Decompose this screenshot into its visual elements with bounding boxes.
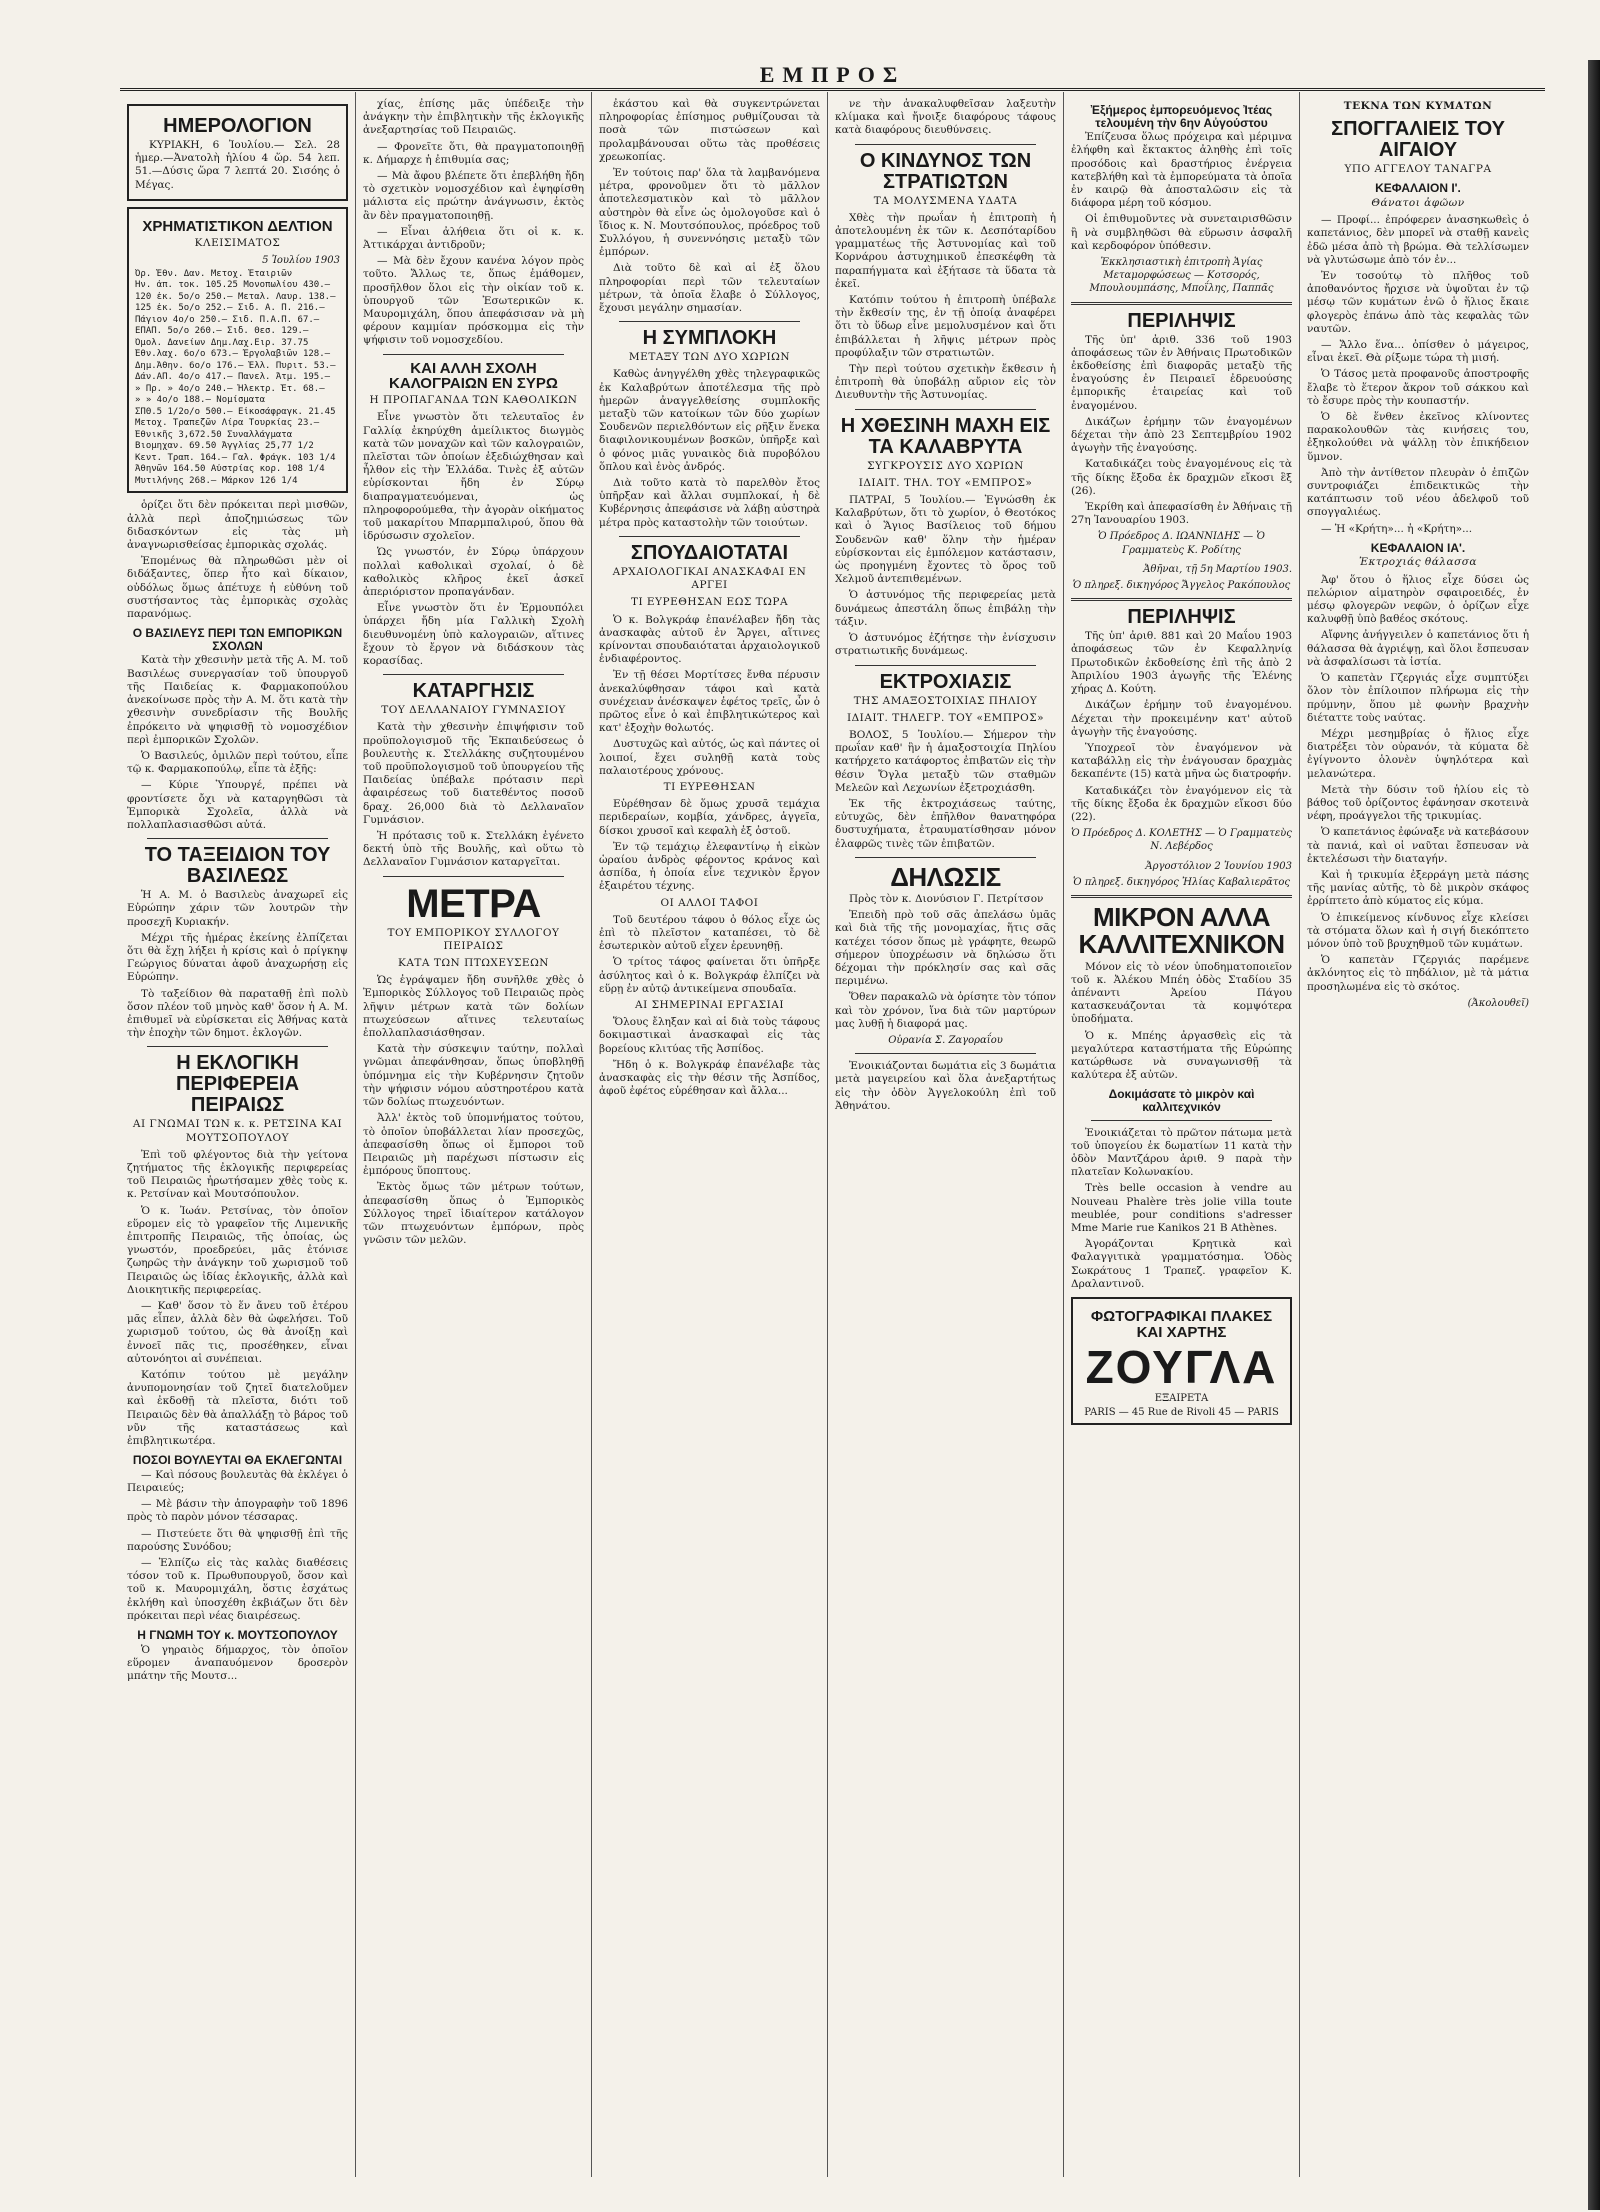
stock-bulletin-date: 5 Ἰουλίου 1903 (262, 254, 340, 266)
divider (1071, 598, 1292, 601)
article-subheadline: ΚΑΤΑ ΤΩΝ ΠΤΩΧΕΥΣΕΩΝ (397, 957, 549, 970)
stock-row: Ὀρ. Ἐθν. Δαν. Μετοχ. Ἑταιριῶν (135, 268, 293, 279)
ad-headline: ΜΙΚΡΟΝ ΑΛΛΑ ΚΑΛΛΙΤΕΧΝΙΚΟΝ (1078, 901, 1285, 960)
article-paragraph: Κατὰ τὴν χθεσινὴν μετὰ τῆς Α. Μ. τοῦ Βασιλέως συνεργασίαν τοῦ ὑπουργοῦ τῆς Παιδείας κ. Φαρμακοπούλου ἀνεκοίνωσε πρὸς τὴν Α. Μ. ὅτι κατὰ τὴν χθεσινὴν συνεδρίασιν τῆς Βουλῆς ἐπρόκειτο νὰ ψηφισθῇ τὸ νομοσχέδιον περὶ ἐμπορικῶν Σχολῶν. (127, 654, 348, 746)
article-paragraph: Ἐν τῇ θέσει Μορτίτσες ἔνθα πέρυσιν ἀνεκαλύφθησαν τάφοι καὶ κατὰ συνέχειαν ἀνέσκαψεν ἐφέτος τρεῖς, ὧν ὁ πρῶτος εἶνε ὁ καὶ ἐπιβλητικώτερος καὶ κατ' ἐξοχὴν θολωτός. (599, 669, 820, 735)
article-headline: Η ΧΘΕΣΙΝΗ ΜΑΧΗ ΕΙΣ ΤΑ ΚΑΛΑΒΡΥΤΑ (840, 414, 1051, 458)
article-paragraph: Ἐπομένως θὰ πληρωθῶσι μὲν οἱ διδάξαντες, ὅπερ ἦτο καὶ δίκαιον, οὐδόλως ὅμως ἀπέτυχε ἡ εὐθύνη τοῦ συστήσαντος τὰς ἐμπορικὰς σχολὰς παρανόμως. (127, 555, 348, 621)
article-paragraph: — Προφί... ἐπρόφερεν ἀνασηκωθεὶς ὁ καπετάνιος, δὲν μπορεῖ νὰ σταθῇ κανεὶς ἐδῶ μέσα ἀπὸ τὴ βρώμα. Θὰ τελλίσωμεν νὰ γλυτώσωμε ἀπὸ τόν ἐν... (1307, 214, 1529, 266)
article-subheadline: ΤΙ ΕΥΡΕΘΗΣΑΝ ΕΩΣ ΤΩΡΑ (630, 596, 789, 609)
article-paragraph: Ὑποχρεοῖ τὸν ἐναγόμενον νὰ καταβάλλῃ εἰς τὴν ἐνάγουσαν δραχμὰς δεκαπέντε (15) κατὰ μῆνα ὡς διατροφήν. (1071, 741, 1292, 781)
article-paragraph: Ἐν τούτοις παρ' ὅλα τὰ λαμβανόμενα μέτρα, φρονοῦμεν ὅτι τὸ μᾶλλον ἀποτελεσματικὸν καὶ τὸ μᾶλλον αὐστηρὸν θὰ εἶνε ὡς ὁμολογοῦσε καὶ ὁ ἴδιος κ. Ν. Μουτσόπουλος, πρόεδρος τοῦ Συλλόγου, ἡ συνεννόησις μεταξὺ τῶν ἐμπόρων. (599, 167, 820, 259)
ad-address: PARIS — 45 Rue de Rivoli 45 — PARIS (1084, 1406, 1279, 1418)
classified-ad: Très belle occasion à vendre au Nouveau Phalère très jolie villa toute meublée, pour conditions s'adresser Mme Marie rue Kanikos 21 B Athènes. (1071, 1182, 1292, 1234)
article-subheadline: ΤΑ ΜΟΛΥΣΜΕΝΑ ΥΔΑΤΑ (873, 194, 1018, 207)
article-paragraph: Δικάζων ἐρήμην τῶν ἐναγομένων δέχεται τὴν ἀπὸ 23 Σεπτεμβρίου 1902 ἀγωγὴν τῆς ἐναγούσης. (1071, 415, 1292, 455)
article-paragraph: — Εἶναι ἀλήθεια ὅτι οἱ κ. κ. Ἀττικάρχαι ἀντιδροῦν; (363, 225, 584, 252)
chapter-subtitle: Θάνατοι ἀφῶων (1371, 197, 1465, 209)
signature: Ὁ Πρόεδρος Δ. ΚΟΛΕΤΗΣ — Ὁ Γραμματεὺς Ν. Λεβέρδος (1071, 828, 1292, 853)
ad-brand: ΖΟΥΓΛΑ (1085, 1341, 1278, 1394)
classified-ad: Ἐνοικιάζεται τὸ πρῶτον πάτωμα μετὰ τοῦ ὑπογείου ἐκ δωματίων 11 κατὰ τὴν ὁδὸν Μαντζάρου ἀριθ. 9 παρὰ τὴν πλατεῖαν Κολωνακίου. (1071, 1126, 1292, 1179)
article-paragraph: Ὁ Τάσος μετὰ προφανοῦς ἀποστροφῆς ἔλαβε τὸ ἕτερον ἄκρον τοῦ σάκκου καὶ τὸ ἔσυρε πρὸς τὴν κουπαστήν. (1307, 368, 1529, 407)
stock-row: Μυτιλήνης 268.— Μάρκον 126 1/4 (135, 475, 298, 486)
divider (619, 321, 800, 322)
chapter-heading: ΚΕΦΑΛΑΙΟΝ Ι'. (1375, 181, 1461, 196)
article-headline: Ο ΚΙΝΔΥΝΟΣ ΤΩΝ ΣΤΡΑΤΙΩΤΩΝ (859, 149, 1032, 193)
article-paragraph: Τὴν περὶ τούτου σχετικὴν ἔκθεσιν ἡ ἐπιτροπὴ θὰ ὑποβάλῃ αὔριον εἰς τὸν Διευθυντὴν τῆς Ἀστυνομίας. (835, 363, 1056, 402)
newspaper-page (120, 92, 1545, 2177)
article-paragraph: — Ἡ «Κρήτη»... ἡ «Κρήτη»... (1321, 522, 1473, 535)
classified-ad: Ἀγοράζονται Κρητικὰ καὶ Φαλαγγιτικὰ γραμματόσημα. Ὁδὸς Σωκράτους 1 Τραπεζ. γραφεῖον Κ. Δραλαντινοῦ. (1071, 1238, 1292, 1290)
almanac-title: ΗΜΕΡΟΛΟΓΙΟΝ (163, 115, 312, 137)
article-paragraph: Ἡ πρότασις τοῦ κ. Στελλάκη ἐγένετο δεκτή ὑπὸ τῆς Βουλῆς, καὶ οὕτω τὸ Δελλαναῖον Γυμνάσιον καταργεῖται. (363, 830, 584, 869)
article-paragraph: — Ἄλλο ἕνα... ὀπίσθεν ὁ μάγειρος, εἶναι ἐκεῖ. Θὰ ρίξωμε τώρα τὴ μισή. (1307, 339, 1529, 365)
article-subheadline: ΙΔΙΑΙΤ. ΤΗΛΕΓΡ. ΤΟΥ «ΕΜΠΡΟΣ» (846, 711, 1045, 724)
chapter-subtitle: Ἐκτροχιάς θάλασσα (1358, 556, 1478, 569)
article-subheadline: ΤΟΥ ΔΕΛΛΑΝΑΙΟΥ ΓΥΜΝΑΣΙΟΥ (381, 704, 566, 717)
article-paragraph: Ἐκρίθη καὶ ἀπεφασίσθη ἐν Ἀθήναις τῇ 27η Ἰανουαρίου 1903. (1071, 501, 1292, 527)
signature: Ὁ Πρόεδρος Δ. ΙΩΑΝΝΙΔΗΣ — Ὁ Γραμματεὺς Κ. Ροδίτης (1098, 531, 1265, 556)
article-paragraph: Ὁ τρίτος τάφος φαίνεται ὅτι ὑπῆρξε ἀσύλητος καὶ ὁ κ. Βολγκράφ ἐλπίζει νὰ εὕρῃ ἐν αὐτῷ ἀντικείμενα σπουδαῖα. (599, 956, 820, 995)
article-headline: ΠΟΣΟΙ ΒΟΥΛΕΥΤΑΙ ΘΑ ΕΚΛΕΓΩΝΤΑΙ (132, 1453, 343, 1468)
article-headline: ΚΑΙ ΑΛΛΗ ΣΧΟΛΗ ΚΑΛΟΓΡΑΙΩΝ ΕΝ ΣΥΡΩ (389, 359, 558, 393)
stock-row: » » 4ο/ο 188.— Νομίσματα (135, 395, 266, 406)
article-paragraph: — Κύριε Ὑπουργέ, πρέπει νὰ φροντίσετε ὄχι νὰ καταργηθῶσι τὰ Ἐμπορικὰ Σχολεῖα, ἀλλὰ νὰ πολλαπλασιασθῶσι αὐτά. (127, 779, 348, 831)
article-paragraph: Ὁ δὲ ἕνθεν ἐκεῖνος κλίνοντες παρακολουθῶν τὰς κινήσεις του, ἐξηκολούθει νὰ ψάλλῃ τὸν ἐπικήδειον ὕμνον. (1307, 411, 1529, 463)
article-paragraph: Ὁ Βασιλεύς, ὁμιλῶν περὶ τούτου, εἶπε τῷ κ. Φαρμακοπούλῳ, εἶπε τὰ ἑξῆς: (127, 749, 348, 776)
advertisement-text: Μόνον εἰς τὸ νέον ὑποδηματοποιεῖον τοῦ κ. Ἀλέκου Μπέη ὁδὸς Σταδίου 35 ἀπέναντι Ἀρείου Πάγου κατασκευάζονται τὰ κομψότερα ὑποδήματα. (1071, 960, 1292, 1026)
article-paragraph: — Καθ' ὅσον τὸ ἕν ἄνευ τοῦ ἑτέρου μᾶς εἶπεν, ἀλλὰ δὲν θὰ ὠφελήσει. Τοῦ χωρισμοῦ τούτου, ὡς θὰ ἀνοίξῃ καὶ ἐννοεῖ πᾶς τις, προσέθηκεν, εἶναι αὐτονόητοι αἱ συνέπειαι. (127, 1300, 348, 1365)
article-paragraph: Ἀπὸ τὴν ἀντίθετον πλευρὰν ὁ ἐπιζῶν συντροφιάζει ἐπιδεικτικῶς τὴν κατάπτωσιν τοῦ νέου ἀδελφοῦ τοῦ σπογγαλιέως. (1307, 466, 1529, 519)
article-paragraph: Δικάζων ἐρήμην τοῦ ἐναγομένου. Δέχεται τὴν προκειμένην κατ' αὐτοῦ ἀγωγὴν τῆς ἐναγούσης. (1071, 699, 1292, 738)
article-paragraph: Πρὸς τὸν κ. Διονύσιον Γ. Πετρίτσον (849, 893, 1044, 906)
article-paragraph: — Ἐλπίζω εἰς τὰς καλὰς διαθέσεις τόσον τοῦ κ. Πρωθυπουργοῦ, ὅσον καὶ τοῦ κ. Μαυρομιχάλη, ὅστις ἐσχάτως ἐκλήθη καὶ ὑποσχέθη ἐκβιάζων ὅτι δὲν πρόκειται περὶ νέας διαιρέσεως. (127, 1557, 348, 1622)
article-headline: Ο ΒΑΣΙΛΕΥΣ ΠΕΡΙ ΤΩΝ ΕΜΠΟΡΙΚΩΝ ΣΧΟΛΩΝ (132, 626, 343, 653)
article-paragraph: Καθὼς ἀνηγγέλθη χθὲς τηλεγραφικῶς ἐκ Καλαβρύτων ἀποτέλεσμα τῆς πρὸ ἡμερῶν ἀναγγελθείσης συμπλοκῆς μεταξὺ τῶν κατοίκων τῶν δύο χωρίων Σουδενῶν περιελθόντων εἰς ρῆξιν ἕνεκα διαφιλονικουμένων βοσκῶν, ὑπῆρξε καὶ ὁ φόνος μιᾶς γυναικὸς διὰ πυροβόλου ὅπλου καὶ ἑνὸς ἀνδρός. (599, 368, 820, 473)
stock-row: Ὁμολ. Δανείων Δημ.Λαχ.Ειρ. 37.75 (135, 337, 309, 348)
article-paragraph: Ὁ καπετὰν Γζεργιάς παρέμενε ἀκλόνητος εἰς τὸ πηδάλιον, μὲ τὰ μάτια προσηλωμένα εἰς τὸ σκότος. (1307, 954, 1529, 993)
article-headline: Η ΣΥΜΠΛΟΚΗ (642, 327, 777, 350)
article-headline: ΣΠΟΥΔΑΙΟΤΑΤΑΙ (630, 541, 789, 564)
article-paragraph: Ὁ ἀστυνόμος ἐζήτησε τὴν ἐνίσχυσιν στρατιωτικῆς δυνάμεως. (835, 632, 1056, 658)
column-3 (592, 92, 828, 2177)
article-paragraph: Μέχρι μεσημβρίας ὁ ἥλιος εἶχε διατρέξει τὸν οὐρανόν, τὰ κύματα δὲ ἐγίγνοντο ὁλονὲν ὑψηλότερα καὶ μελανώτερα. (1307, 727, 1529, 780)
article-paragraph: Ἐν τοσούτῳ τὸ πλῆθος τοῦ ἀποθανόντος ἤρχισε νὰ ὑψοῦται ἐν τῷ μέσῳ τῶν κυμάτων ἐνῶ ὁ ἥλιος ἔκαιε φλογερὸς ἐπάνω ἀπὸ τὰς κεφαλὰς τῶν ναυτῶν. (1307, 270, 1529, 335)
divider (1091, 1120, 1272, 1121)
article-paragraph: Κατὰ τὴν χθεσινὴν ἐπιψήφισιν τοῦ προϋπολογισμοῦ τῆς Ἐκπαιδεύσεως ὁ βουλευτὴς κ. Στελλάκης συζητουμένου τοῦ προϋπολογισμοῦ τοῦ ὑπουργείου τῆς Παιδείας ὑπέβαλε πρότασιν περὶ ἀφαιρέσεως τοῦ διατεθέντος ποσοῦ δραχ. 26,000 διὰ τὸ Δελλαναῖον Γυμνάσιον. (363, 721, 584, 826)
article-subheadline: Η ΠΡΟΠΑΓΑΝΔΑ ΤΩΝ ΚΑΘΟΛΙΚΩΝ (369, 394, 578, 407)
stock-row: ΣΠΘ.5 1/2ο/ο 500.— Εἰκοσάφραγκ. 21.45 (135, 406, 336, 417)
article-paragraph: Ἤδη ὁ κ. Βολγκράφ ἐπανέλαβε τὰς ἀνασκαφὰς εἰς τὴν θέσιν τῆς Ἀσπίδος, ἀφοῦ ἐφέτος εὑρέθησαν καὶ ἄλλα... (599, 1058, 820, 1098)
article-headline: Η ΓΝΩΜΗ ΤΟΥ κ. ΜΟΥΤΣΟΠΟΥΛΟΥ (137, 1628, 338, 1643)
article-headline: Η ΕΚΛΟΓΙΚΗ ΠΕΡΙΦΕΡΕΙΑ ΠΕΙΡΑΙΩΣ (175, 1052, 300, 1117)
stock-row: 120 ἐκ. 5ο/ο 250.— Μεταλ. Λαυρ. 138.— (135, 291, 336, 302)
article-paragraph: ΠΑΤΡΑΙ, 5 Ἰουλίου.— Ἐγνώσθη ἐκ Καλαβρύτων, ὅτι τὸ χωρίον, ὁ Θεοτόκος καὶ ὁ Ἅγιος Βασίλειος τοῦ δήμου Σουδενῶν καθ' ὅλην τὴν ἡμέραν εὑρίσκονται εἰς ἐμπόλεμον κατάστασιν, ὡς προηγμένη ἔχοντες τὸ ὅρος τοῦ Χελμοῦ ἀντεπιθεμένων. (835, 494, 1056, 586)
article-headline: ΔΗΛΩΣΙΣ (890, 861, 1001, 892)
divider (383, 354, 564, 355)
masthead: ΕΜΠΡΟΣ (120, 62, 1545, 91)
signature: Οὐρανία Σ. Ζαγοραΐου (888, 1035, 1003, 1047)
article-subheadline: ΑΙ ΣΗΜΕΡΙΝΑΙ ΕΡΓΑΣΙΑΙ (635, 998, 784, 1011)
signature: Ὁ πληρεξ. δικηγόρος Ἄγγελος Ρακόπουλος (1072, 580, 1291, 592)
notice-date: Ἀργοστόλιον 2 Ἰουνίου 1903 (1145, 860, 1292, 872)
article-paragraph: Ἐν τῷ τεμάχιῳ ἐλεφαντίνῳ ἡ εἰκὼν ὡραίου ἀνδρὸς φέροντος κράνος καὶ ἀσπίδα, ἡ ὁποία εἶνε τεχνικὸν ἔργον ἐξαιρέτου τέχνης. (599, 840, 820, 893)
article-paragraph: — Φρονεῖτε ὅτι, θὰ πραγματοποιηθῇ κ. Δήμαρχε ἡ ἐπιθυμία σας; (363, 140, 584, 166)
article-paragraph: Ἐκ τῆς ἐκτροχιάσεως ταύτης, εὐτυχῶς, δὲν ἐπῆλθον θανατηφόρα δυστυχήματα, ἐτραυματίσθησαν μόνον ἐλαφρῶς τινὲς τῶν ἐπιβατῶν. (835, 797, 1056, 850)
article-paragraph: Τοῦ δευτέρου τάφου ὁ θόλος εἶχε ὡς ἐπὶ τὸ πλεῖστον καταπέσει, τὸ δὲ ἐσωτερικὸν αὐτοῦ εἶχεν ἐρευνηθῇ. (599, 913, 820, 953)
article-paragraph: Τῆς ὑπ' ἀριθ. 336 τοῦ 1903 ἀποφάσεως τῶν ἐν Ἀθήναις Πρωτοδικῶν ἐκδοθείσης ἐπὶ διαφορᾶς μεταξὺ τῆς ἐναγούσης ἐν Πειραιεῖ ἐδρευούσης ἐμπορικῆς ἑταιρείας καὶ τοῦ ἐναγομένου. (1071, 333, 1292, 412)
article-paragraph: Ἐπὶ τοῦ φλέγοντος διὰ τὴν γείτονα ζητήματος τῆς ἐκλογικῆς περιφερείας τοῦ Πειραιῶς ἠρωτήσαμεν χθὲς τοὺς κ. κ. Ρετσίναν καὶ Μουτσόπουλον. (127, 1148, 348, 1201)
divider (1071, 895, 1292, 898)
divider (855, 1053, 1036, 1054)
stock-row: ΕΠΑΠ. 5ο/ο 260.— Σιδ. Θεσ. 129.— (135, 326, 309, 337)
article-paragraph: Εὑρέθησαν δὲ ὅμως χρυσᾶ τεμάχια περιδεραίων, κομβία, χάνδρες, ἀγγεῖα, δίσκοι χρυσοῖ καὶ κεφαλὴ ἐξ ὀστοῦ. (599, 798, 820, 837)
ad-title: ΦΩΤΟΓΡΑΦΙΚΑΙ ΠΛΑΚΕΣ ΚΑΙ ΧΑΡΤΗΣ (1090, 1307, 1273, 1341)
divider (855, 665, 1036, 666)
article-paragraph: ὁρίζει ὅτι δὲν πρόκειται περὶ μισθῶν, ἀλλὰ περὶ ἀποζημιώσεως τῶν διδασκόντων εἰς τὰς μὴ ἀναγνωρισθείσας ἐμπορικὰς σχολάς. (127, 499, 348, 552)
article-subheadline: ΤΗΣ ΑΜΑΞΟΣΤΟΙΧΙΑΣ ΠΗΛΙΟΥ (853, 694, 1038, 707)
stock-row: Κεντ. Τραπ. 164.— Γαλ. Φράγκ. 103 1/4 (135, 452, 336, 463)
signature: Ὁ πληρεξ. δικηγόρος Ἠλίας Καβαλιερᾶτος (1073, 876, 1290, 888)
column-4 (828, 92, 1064, 2177)
article-paragraph: Καταδικάζει τὸν ἐναγόμενον εἰς τὰ τῆς δίκης ἔξοδα ἐκ δραχμῶν εἴκοσι δύο (22). (1071, 784, 1292, 823)
article-paragraph: Τῆς ὑπ' ἀριθ. 881 καὶ 20 Μαΐου 1903 ἀποφάσεως τῶν ἐν Κεφαλληνίᾳ Πρωτοδικῶν ἐκδοθείσης ἐπὶ τῆς ἀπὸ 2 Ἀπριλίου 1903 ἀγωγῆς τῆς Ἑλένης χήρας Δ. Κούτη. (1071, 630, 1292, 696)
article-paragraph: Ἐκτὸς ὅμως τῶν μέτρων τούτων, ἀπεφασίσθη ὅπως ὁ Ἐμπορικὸς Σύλλογος τηρεῖ ἰδιαίτερον κατάλογον τῶν πτωχευόντων ἐμπόρων, πρὸς γνῶσιν τῶν μελῶν. (363, 1181, 584, 1247)
ad-subheadline: Δοκιμάσατε τὸ μικρὸν καὶ καλλιτεχνικόν (1108, 1087, 1255, 1114)
article-paragraph: Οἱ ἐπιθυμοῦντες νὰ συνεταιρισθῶσιν ἢ νὰ συμβληθῶσι θὰ εὕρωσιν ἀσφαλῆ καὶ κερδοφόρον ὑπόθεσιν. (1071, 213, 1292, 252)
article-paragraph: Μέχρι τῆς ἡμέρας ἐκείνης ἐλπίζεται ὅτι θὰ ἔχῃ λήξει ἡ κρίσις καὶ ὁ πρίγκηψ Γεώργιος δύναται ἀφοῦ ἀναχωρήσῃ εἰς Εὐρώπην. (127, 931, 348, 984)
divider (147, 1046, 328, 1047)
article-paragraph: Ὁ κ. Βολγκράφ ἐπανέλαβεν ἤδη τὰς ἀνασκαφὰς αὐτοῦ ἐν Ἄργει, αἵτινες κρίνονται σπουδαιόταται ἀρχαιολογικοῦ ἐνδιαφέροντος. (599, 613, 820, 666)
stock-row: Βιομηχαν. 69.50 Ἀγγλίας 25,77 1/2 (135, 441, 314, 452)
stock-row: Ἐθν.λαχ. 6ο/ο 673.— Ἐργολαβιῶν 128.— (135, 349, 331, 360)
article-subheadline: ΤΟΥ ΕΜΠΟΡΙΚΟΥ ΣΥΛΛΟΓΟΥ ΠΕΙΡΑΙΩΣ (387, 926, 560, 952)
article-paragraph: Ὁ ἀστυνόμος τῆς περιφερείας μετὰ δυνάμεως ἀπεστάλη ὅπως ἐπιβάλῃ τὴν τάξιν. (835, 589, 1056, 628)
article-paragraph: Ἀλλ' ἐκτὸς τοῦ ὑπομνήματος τούτου, τὸ ὁποῖον ὑποβάλλεται λίαν προσεχῶς, ἀπεφασίσθη ὅπως οἱ ἔμποροι τοῦ Πειραιῶς μὴ παρέχωσι πίστωσιν εἰς ἐμπόρους ὕποπτους. (363, 1112, 584, 1178)
article-paragraph: Δυστυχῶς καὶ αὐτός, ὡς καὶ πάντες οἱ λοιποί, ἔχει συληθῇ κατὰ τοὺς παλαιοτέρους χρόνους. (599, 738, 820, 777)
article-paragraph: Ἀφ' ὅτου ὁ ἥλιος εἶχε δύσει ὡς πελώριον αἱματηρὸν σφαιροειδές, ἐν μέσῳ φλογερῶν νεφῶν, ὁ ὁρίζων εἶχε καλυφθῇ ὑπὸ βαθέος σκότους. (1307, 573, 1529, 626)
article-paragraph: Ὅλους ἔληξαν καὶ αἱ διὰ τοὺς τάφους δοκιμαστικαὶ ἀνασκαφαὶ εἰς τὰς βορείους κλιτύας τῆς Ἀσπίδος. (599, 1016, 820, 1055)
article-subheadline: ΤΙ ΕΥΡΕΘΗΣΑΝ (663, 780, 756, 793)
article-paragraph: — Μὰ δὲν ἔχουν κανένα λόγον πρὸς τοῦτο. Ἄλλως τε, ὅπως ἐμάθομεν, προσῆλθον ὅλοι εἰς τὴν οἰκίαν τοῦ κ. ὑπουργοῦ τῶν Ἐσωτερικῶν κ. Μαυρομιχάλη, ὅπου ἀπεφάσισαν νὰ μὴ φέρουν καμμίαν πρόσκομμα εἰς τὴν ψήφισιν τοῦ νομοσχεδίου. (363, 255, 584, 347)
stock-row: Πάγιον 4ο/ο 250.— Σιδ. Π.Α.Π. 67.— (135, 314, 320, 325)
legal-notice-title: ΠΕΡΙΛΗΨΙΣ (1127, 606, 1236, 629)
article-subheadline: ΙΔΙΑΙΤ. ΤΗΛ. ΤΟΥ «ΕΜΠΡΟΣ» (858, 476, 1033, 489)
legal-notice-title: ΠΕΡΙΛΗΨΙΣ (1127, 309, 1236, 332)
article-paragraph: Καὶ ἡ τρικυμία ἐξερράγη μετὰ πάσης τῆς μανίας αὐτῆς, τὸ δὲ μικρὸν σκάφος ἐρρίπτετο ἀπὸ κύματος εἰς κύμα. (1307, 868, 1529, 908)
column-1 (120, 92, 356, 2177)
divider (1071, 302, 1292, 305)
article-paragraph: ἐκάστου καὶ θὰ συγκεντρώνεται πληροφορίας ἐπίσημος ρυθμίζουσαι τὰ ποσὰ τῶν πιστώσεων καὶ προλαμβάνουσαι οὕτω τὰς προθέσεις χρεωκοπίας. (599, 98, 820, 163)
article-paragraph: Κατόπιν τούτου μὲ μεγάλην ἀνυπομονησίαν τοῦ ζητεῖ διατελοῦμεν καὶ ἐκδοθῇ τὰ πλεῖστα, διότι τοῦ Πειραιῶς δὲν θὰ ἀπαλλάξῃ τὸ βάρος τοῦ νῦν τῆς καταστάσεως καὶ ἐπιβλητικωτέρα. (127, 1369, 348, 1448)
article-paragraph: Ὡς γνωστόν, ἐν Σύρῳ ὑπάρχουν πολλαὶ καθολικαὶ σχολαί, ὁ δὲ καθολικὸς κλῆρος ἐκεῖ ἀσκεῖ ἀπεριόριστον προπαγάνδαν. (363, 546, 584, 598)
article-paragraph: Μετὰ τὴν δύσιν τοῦ ἡλίου εἰς τὸ βάθος τοῦ ὁρίζοντος ἐφάνησαν σκοτεινὰ νέφη, προάγγελοι τῆς τρικυμίας. (1307, 783, 1529, 823)
article-paragraph: Εἶνε γνωστὸν ὅτι τελευταῖος ἐν Γαλλίᾳ ἐκηρύχθη ἀμείλικτος διωγμὸς κατὰ τῶν μοναχῶν καὶ τῶν καλογραιῶν, πλεῖσται τῶν ὁποίων ἐξεδιώχθησαν καὶ ἦλθον εἰς τὴν Ἑλλάδα. Τινὲς ἐξ αὐτῶν εὑρίσκονται ἤδη ἐν Σύρῳ διαπραγματευόμεναι, ὡς πληροφορούμεθα, τὴν ἀγορὰν οἰκήματος τοῦ μακαρίτου Μπαρμπαλιρού, ὅπου θὰ ἱδρύσωσιν σχολεῖον. (363, 411, 584, 543)
serial-kicker: ΤΕΚΝΑ ΤΩΝ ΚΥΜΑΤΩΝ (1343, 100, 1493, 112)
stock-row: Δάν.ΑΠ. 4ο/ο 417.— Πανελ. Ἀτμ. 195.— (135, 372, 331, 383)
column-5 (1064, 92, 1300, 2177)
divider (855, 857, 1036, 858)
article-subheadline: ΣΥΓΚΡΟΥΣΙΣ ΔΥΟ ΧΩΡΙΩΝ (867, 459, 1024, 472)
divider (855, 144, 1036, 145)
ad-tagline: ΕΞΑΙΡΕΤΑ (1154, 1393, 1209, 1405)
article-paragraph: Χθὲς τὴν πρωΐαν ἡ ἐπιτροπὴ ἡ ἀποτελουμένη ἐκ τῶν κ. Δεσπόταρίδου γραμματέως τῆς Ἀστυνομίας καὶ τοῦ Κορνάρου ἀστυχημικοῦ ἐπεσκέφθη τὰ παραπήγματα καὶ ἐξήτασε τὰ ὕδατα τὰ ἐκεῖ. (835, 211, 1056, 290)
article-paragraph: Διὰ τοῦτο κατὰ τὸ παρελθὸν ἔτος ὑπῆρξαν καὶ ἄλλαι συμπλοκαί, ἡ δὲ Κυβέρνησις ἀπεφάσισε νὰ λάβῃ αὐστηρὰ μέτρα πρὸς καταστολὴν τῶν τοιούτων. (599, 477, 820, 529)
article-paragraph: — Μὲ βάσιν τὴν ἀπογραφὴν τοῦ 1896 πρὸς τὸ παρὸν μόνον τέσσαρας. (127, 1498, 348, 1524)
article-paragraph: Ὅθεν παρακαλῶ νὰ ὁρίσητε τὸν τόπον καὶ τὸν χρόνον, ἵνα διὰ τῶν μαρτύρων μας λυθῇ ἡ διαφορά μας. (835, 991, 1056, 1030)
article-headline: ΜΕΤΡΑ (406, 881, 541, 926)
stock-row: Δημ.Ἀθην. 6ο/ο 176.— Ἑλλ. Πυριτ. 53.— (135, 360, 336, 371)
divider (383, 876, 564, 877)
stock-bulletin-subtitle: ΚΛΕΙΣΙΜΑΤΟΣ (194, 236, 281, 249)
article-paragraph: Ἐπίζευσα ὅλως πρόχειρα καὶ μέριμνα ἐλήφθη καὶ ἔκτακτος ἀληθὴς ἐπὶ τοῖς προσόδοις καὶ δραστήριος ἐνέργεια κατεβλήθη καὶ τὰ ἐμπορεύματα τὰ ὁποῖα ἐν καιρῷ θὰ ἀποσταλῶσιν εἰς τὰ διάφορα μέρη τοῦ κόσμου. (1071, 131, 1292, 210)
stock-row: Μετοχ. Τραπεζῶν Λίρα Τουρκίας 23.— (135, 418, 320, 429)
divider (383, 674, 564, 675)
stock-row: Ἀθηνῶν 164.50 Αὐστρίας κορ. 108 1/4 (135, 464, 325, 475)
article-paragraph: Ὁ ἐπικείμενος κίνδυνος εἶχε κλείσει τὰ στόματα ὅλων καὶ ἡ σιγή διεκόπτετο μόνον ὑπὸ τοῦ βρυχηθμοῦ τῶν κυμάτων. (1307, 911, 1529, 950)
advertisement-text: Ὁ κ. Μπέης ἀργασθεὶς εἰς τὰ μεγαλύτερα καταστήματα τῆς Εὐρώπης κατώρθωσε νὰ συναγωνισθῇ τὰ καλύτερα ἐξ αὐτῶν. (1071, 1029, 1292, 1082)
column-2 (356, 92, 592, 2177)
chapter-heading: ΚΕΦΑΛΑΙΟΝ ΙΑ'. (1370, 540, 1466, 555)
divider (147, 838, 328, 839)
article-paragraph: Αἴφνης ἀνήγγειλεν ὁ καπετάνιος ὅτι ἡ θάλασσα θὰ ἀγριέψῃ, καὶ ὅλοι ἔσπευσαν νὰ ἀσφαλίσωσι τὰ ἱστία. (1307, 629, 1529, 668)
article-paragraph: Ἡ Α. Μ. ὁ Βασιλεὺς ἀναχωρεῖ εἰς Εὐρώπην χάριν τῶν λουτρῶν τὴν προσεχῆ Κυριακήν. (127, 889, 348, 928)
stock-row: Ἡν. ἀπ. τοκ. 105.25 Μονοπωλίου 430.— (135, 280, 331, 291)
article-paragraph: Εἶνε γνωστὸν ὅτι ἐν Ἑρμουπόλει ὑπάρχει ἤδη μία Γαλλικὴ Σχολὴ διευθυνομένη ὑπὸ καλογραιῶν, αἵτινες ἔχουν τὸ ἔργον νὰ διδάσκουν τὰς κορασίδας. (363, 602, 584, 668)
article-subheadline: ΜΕΤΑΞΥ ΤΩΝ ΔΥΟ ΧΩΡΙΩΝ (628, 351, 791, 364)
article-paragraph: Κατὰ τὴν σύσκεψιν ταύτην, πολλαὶ γνῶμαι ἀπεφάνθησαν, ὅπως ὑποβληθῇ ὑπόμνημα εἰς τὴν Κυβέρνησιν ζητοῦν τὴν ψήφισιν νόμου αὐστηροτέρου κατὰ τῶν δολίως πτωχευόντων. (363, 1043, 584, 1109)
zougla-ad-box (1071, 1297, 1292, 1425)
article-paragraph: χίας, ἐπίσης μᾶς ὑπέδειξε τὴν ἀνάγκην τὴν ἐπιβλητικὴν τῆς ἐκλογικῆς ἀνεξαρτησίας τοῦ Πειραιῶς. (363, 98, 584, 137)
almanac-box (127, 104, 348, 201)
classified-ad: Ἐνοικιάζονται δωμάτια εἰς 3 δωμάτια μετὰ μαγειρείου καὶ ὅλα ἀνεξαρτήτως εἰς τὴν ὁδὸν Ἀγγελοκούλη ἐπὶ τοῦ Ἀθηνάτου. (835, 1060, 1056, 1112)
article-headline: Ἐξήμερος ἐμπορευόμενος Ἰτέας τελουμένη τὴν 6ην Αὐγούστου (1090, 103, 1273, 130)
article-subheadline: ΑΙ ΓΝΩΜΑΙ ΤΩΝ κ. κ. ΡΕΤΣΙΝΑ ΚΑΙ ΜΟΥΤΣΟΠΟΥΛΟΥ (132, 1118, 343, 1144)
article-paragraph: Ὁ κ. Ἰωάν. Ρετσίνας, τὸν ὁποῖον εὕρομεν εἰς τὸ γραφεῖον τῆς Λιμενικῆς ἐπιτροπῆς Πειραιῶς, τῆς ὁποίας, ὡς γνωστόν, προεδρεύει, μᾶς ἐτόνισε ζωηρῶς τὴν ἀνάγκην τοῦ χωρισμοῦ τοῦ Πειραιῶς ὡς ἰδίας ἐκλογικῆς, ἀλλὰ καὶ Διοικητικῆς περιφερείας. (127, 1204, 348, 1296)
article-paragraph: Ἐπειδὴ πρὸ τοῦ σᾶς ἀπελάσω ὑμᾶς καὶ διὰ τῆς τῆς μονομαχίας, ἥτις σᾶς κατέχει τόσον ὅπως μὲ γράφητε, θεωρῶ σήμερον ὑποχρέωσιν νὰ δηλώσω ὅτι δέχομαι τὴν πρόκλησίν σας καὶ σᾶς περιμένω. (835, 909, 1056, 988)
article-paragraph: Κατόπιν τούτου ἡ ἐπιτροπὴ ὑπέβαλε τὴν ἔκθεσίν της, ἐν τῇ ὁποίᾳ ἀναφέρει ὅτι τὸ ὕδωρ εἶνε μεμολυσμένον καὶ ὅτι ἐπιβάλλεται ἡ λῆψις μέτρων πρὸς προφύλαξιν τῶν στρατιωτῶν. (835, 294, 1056, 359)
divider (619, 536, 800, 537)
serial-title: ΣΠΟΓΓΑΛΙΕΙΣ ΤΟΥ ΑΙΓΑΙΟΥ (1331, 118, 1505, 162)
article-subheadline: ΟΙ ΑΛΛΟΙ ΤΑΦΟΙ (660, 896, 759, 909)
almanac-text: ΚΥΡΙΑΚΗ, 6 Ἰουλίου.— Σελ. 28 ἡμερ.—Ἀνατολὴ ἡλίου 4 ὥρ. 54 λεπ. 51.—Δύσις ὥρα 7 λεπτά 20. Σισόης ὁ Μέγας. (135, 139, 340, 191)
article-headline: ΤΟ ΤΑΞΕΙΔΙΟΝ ΤΟΥ ΒΑΣΙΛΕΩΣ (144, 844, 331, 888)
stock-row: » Πρ. » 4ο/ο 240.— Ἠλεκτρ. Ἑτ. 68.— (135, 383, 325, 394)
signature: Ἐκκλησιαστικὴ ἐπιτροπὴ Ἁγίας Μεταμορφώσεως — Κοτσορός, Μπουλουμπάσης, Μποΐλης, Παππᾶς (1089, 257, 1274, 295)
article-paragraph: ΒΟΛΟΣ, 5 Ἰουλίου.— Σήμερον τὴν πρωΐαν καθ' ἣν ἡ ἁμαξοστοιχία Πηλίου κατήρχετο κατάφορτος ἐπιβατῶν εἰς τὴν θέσιν Ὄγλα μεταξὺ τῶν σταθμῶν Μελεῶν καὶ Λεχωνίων ἐξετροχιάσθη. (835, 728, 1056, 794)
article-paragraph: Ὁ καπετάνιος ἐφώναξε νὰ κατεβάσουν τὰ πανιά, καὶ οἱ ναῦται ἔσπευσαν νὰ ἐκτελέσωσι τὴν διαταγήν. (1307, 826, 1530, 865)
serial-author: ΥΠΟ ΑΓΓΕΛΟΥ ΤΑΝΑΓΡΑ (1344, 163, 1492, 176)
article-subheadline: ΑΡΧΑΙΟΛΟΓΙΚΑΙ ΑΝΑΣΚΑΦΑΙ ΕΝ ΑΡΓΕΙ (612, 565, 807, 592)
article-paragraph: Ὁ καπετὰν Γζεργιάς εἶχε συμπτύξει ὅλον τὸν ἐπίλοιπον πλήρωμα εἰς τὴν πρύμνην, ὅπου μὲ φωνὴν βραχνὴν διέταττε τοὺς ναύτας. (1307, 672, 1529, 724)
article-paragraph: Τὸ ταξείδιον θὰ παραταθῇ ἐπὶ πολὺ ὅσον πλέον τοῦ μηνὸς καθ' ὅσον ἡ Α. Μ. ἐπιθυμεῖ νὰ εὑρίσκεται εἰς Ἀθήνας κατὰ τὴν ἐποχὴν τῶν δημοτ. ἐκλογῶν. (127, 987, 348, 1040)
stock-bulletin-title: ΧΡΗΜΑΤΙΣΤΙΚΟΝ ΔΕΛΤΙΟΝ (142, 217, 333, 235)
stock-row: 125 ἐκ. 5ο/ο 252.— Σιδ. Α. Π. 216.— (135, 303, 325, 314)
article-headline: ΕΚΤΡΟΧΙΑΣΙΣ (879, 670, 1012, 693)
article-paragraph: — Καὶ πόσους βουλευτὰς θὰ ἐκλέγει ὁ Πειραιεύς; (127, 1468, 348, 1495)
article-headline: ΚΑΤΑΡΓΗΣΙΣ (412, 680, 535, 703)
stock-table (135, 269, 340, 488)
notice-date: Ἀθῆναι, τῇ 5η Μαρτίου 1903. (1143, 563, 1292, 575)
page-edge-shadow (1588, 60, 1600, 2210)
article-paragraph: Διὰ τοῦτο δὲ καὶ αἱ ἐξ ὅλου πληροφορίαι περὶ τῶν τελευταίων μέτρων, τὰ ὁποῖα ἔλαβε ὁ Σύλλογος, ἔχουσι μεγάλην σημασίαν. (599, 262, 820, 315)
article-paragraph: Ὁ γηραιὸς δήμαρχος, τὸν ὁποῖον εὕρομεν ἀναπαυόμενον δροσερὸν μπάτην τῆς Μουτσ... (127, 1643, 348, 1683)
article-paragraph: Καταδικάζει τοὺς ἐναγομένους εἰς τὰ τῆς δίκης ἔξοδα ἐκ δραχμῶν εἴκοσι ἓξ (26). (1071, 458, 1292, 497)
divider (855, 409, 1036, 410)
article-paragraph: — Μὰ ἄφου βλέπετε ὅτι ἐπεβλήθη ἤδη τὸ σχετικὸν νομοσχέδιον καὶ ἐψηφίσθη μάλιστα εἰς πρώτην ἀνάγνωσιν, ἐκτὸς ἂν δὲν πραγματοποιηθῇ. (363, 170, 584, 222)
article-paragraph: — Πιστεύετε ὅτι θὰ ψηφισθῇ ἐπὶ τῆς παρούσης Συνόδου; (127, 1527, 348, 1553)
article-paragraph: Ὡς ἐγράψαμεν ἤδη συνῆλθε χθὲς ὁ Ἐμπορικὸς Σύλλογος τοῦ Πειραιῶς πρὸς λῆψιν μέτρων κατὰ τῶν δολίων πτωχεύσεων αἵτινες τελευταίως ἐπολλαπλασιάσθησαν. (363, 974, 584, 1040)
column-6 (1300, 92, 1536, 2177)
serial-continued: (Ἀκολουθεῖ) (1467, 997, 1529, 1009)
article-paragraph: νε τὴν ἀνακαλυφθεῖσαν λαξευτὴν κλίμακα καὶ ἤνοιξε διαφόρους τάφους κατὰ διαφόρους διευθύνσεις. (835, 98, 1056, 137)
stock-row: Ἐθνικῆς 3,672.50 Συναλλάγματα (135, 429, 293, 440)
stock-bulletin-box (127, 207, 348, 494)
